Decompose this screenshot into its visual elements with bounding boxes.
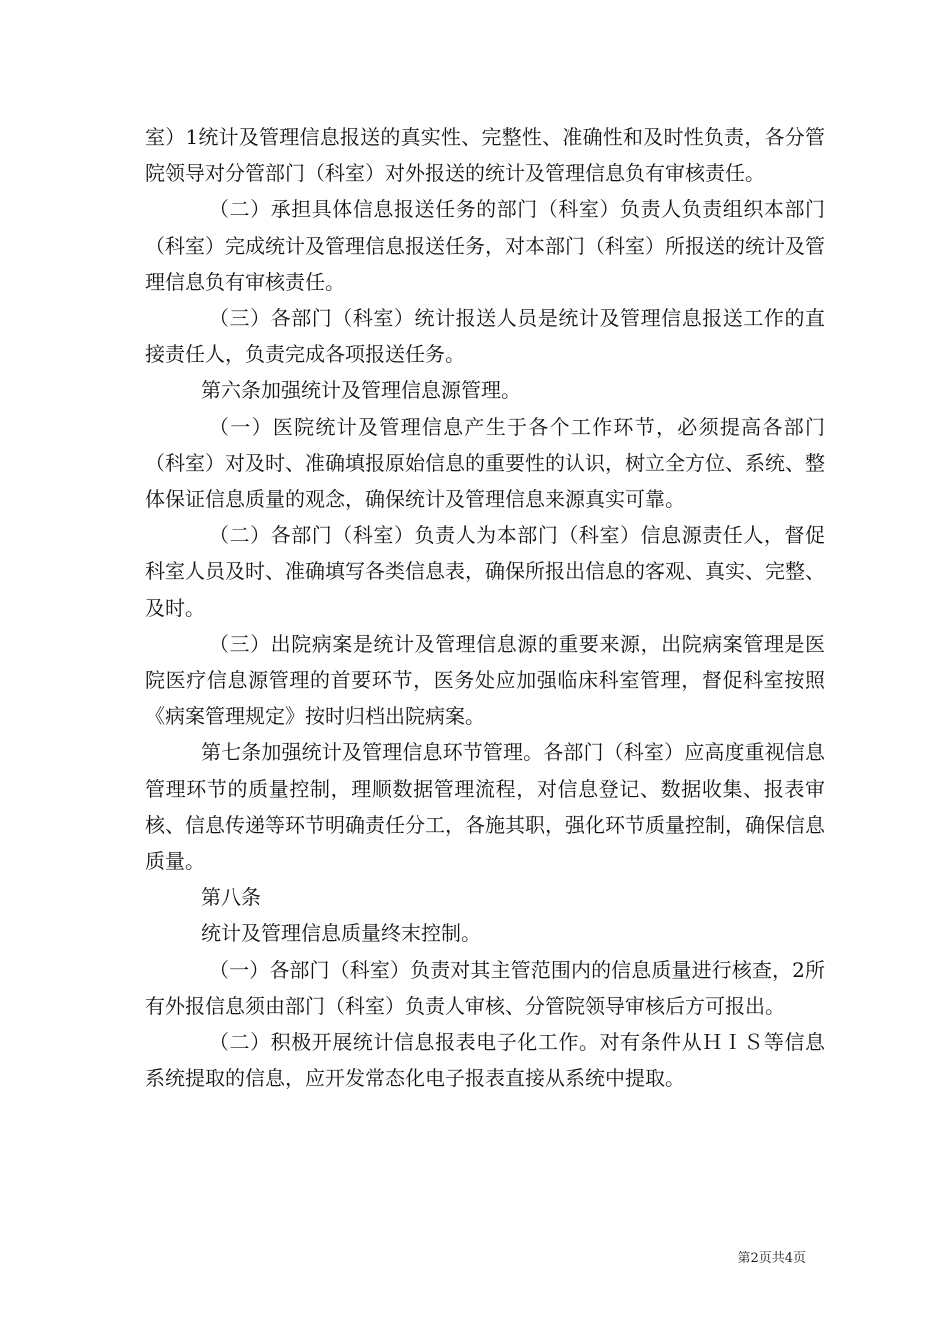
page-number: 第2页共4页 — [737, 1251, 806, 1266]
paragraph-clause-3: （三）各部门（科室）统计报送人员是统计及管理信息报送工作的直接责任人，负责完成各项报送任务。 — [145, 306, 825, 367]
paragraph-article-8-heading: 第八条 — [201, 885, 261, 910]
paragraph-article-8-title: 统计及管理信息质量终末控制。 — [201, 921, 481, 946]
paragraph-article-8-clause-2: （二）积极开展统计信息报表电子化工作。对有条件从ＨＩＳ等信息系统提取的信息，应开发常态化电子报表直接从系统中提取。 — [145, 1030, 825, 1091]
paragraph-clause-2: （二）承担具体信息报送任务的部门（科室）负责人负责组织本部门（科室）完成统计及管理信息报送任务，对本部门（科室）所报送的统计及管理信息负有审核责任。 — [145, 197, 825, 294]
paragraph-article-7: 第七条加强统计及管理信息环节管理。各部门（科室）应高度重视信息管理环节的质量控制，理顺数据管理流程，对信息登记、数据收集、报表审核、信息传递等环节明确责任分工，各施其职，强化环节质量控制，确保信息质量。 — [145, 740, 825, 874]
paragraph-article-6-clause-1: （一）医院统计及管理信息产生于各个工作环节，必须提高各部门（科室）对及时、准确填报原始信息的重要性的认识，树立全方位、系统、整体保证信息质量的观念，确保统计及管理信息来源真实可靠。 — [145, 414, 825, 512]
paragraph-article-6: 第六条加强统计及管理信息源管理。 — [201, 378, 521, 403]
paragraph-article-6-clause-2: （二）各部门（科室）负责人为本部门（科室）信息源责任人，督促科室人员及时、准确填写各类信息表，确保所报出信息的客观、真实、完整、及时。 — [145, 523, 825, 620]
paragraph-continuation: 室）1统计及管理信息报送的真实性、完整性、准确性和及时性负责，各分管院领导对分管部门（科室）对外报送的统计及管理信息负有审核责任。 — [145, 125, 825, 186]
paragraph-article-6-clause-3: （三）出院病案是统计及管理信息源的重要来源，出院病案管理是医院医疗信息源管理的首要环节，医务处应加强临床科室管理，督促科室按照《病案管理规定》按时归档出院病案。 — [145, 631, 825, 729]
document-body — [145, 119, 825, 1096]
paragraph-article-8-clause-1: （一）各部门（科室）负责对其主管范围内的信息质量进行核查，2所有外报信息须由部门（科室）负责人审核、分管院领导审核后方可报出。 — [145, 957, 825, 1018]
